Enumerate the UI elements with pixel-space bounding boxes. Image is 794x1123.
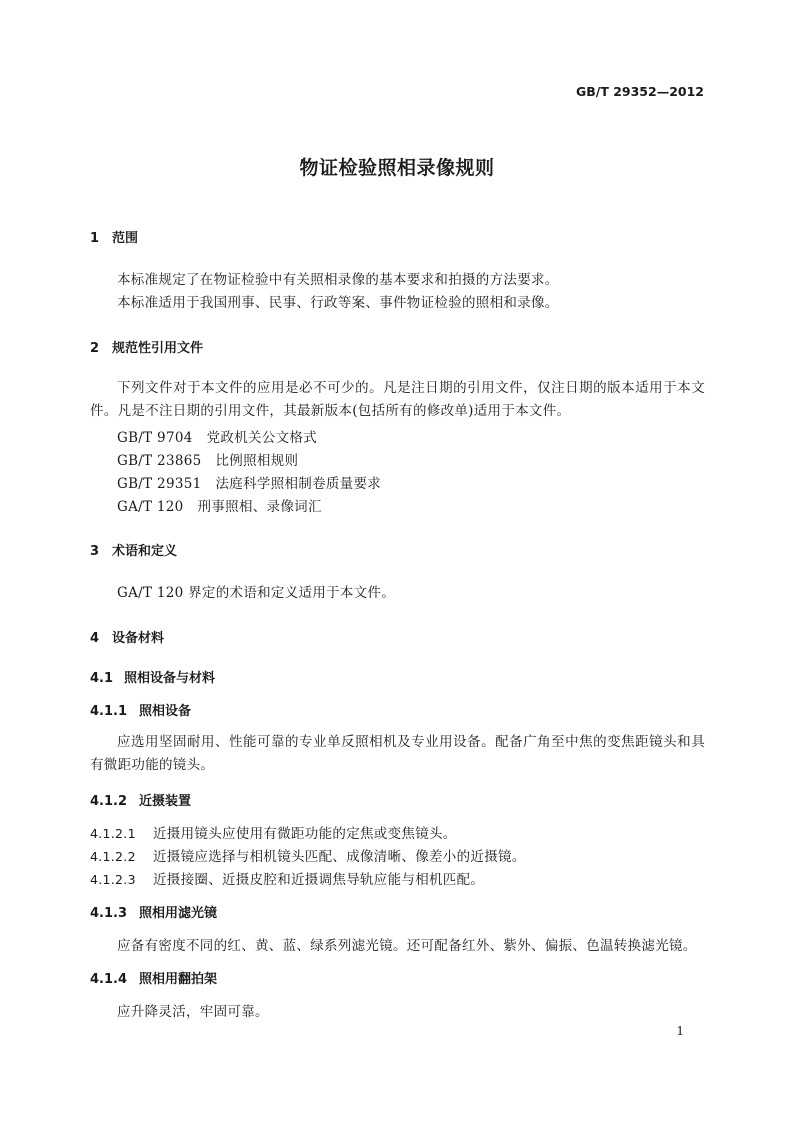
- paragraph: 本标准规定了在物证检验中有关照相录像的基本要求和拍摄的方法要求。: [117, 272, 559, 288]
- reference-code: GB/T 29351: [117, 476, 202, 492]
- subsection-4-1-4-heading: [90, 968, 217, 987]
- clause-item: [90, 822, 457, 842]
- reference-title: 党政机关公文格式: [206, 430, 318, 446]
- clause-item: [90, 845, 526, 865]
- page-title: 物证检验照相录像规则: [299, 157, 495, 179]
- reference-title: 比例照相规则: [215, 453, 299, 469]
- paragraph: GA/T 120 界定的术语和定义适用于本文件。: [117, 585, 396, 601]
- section-number: 4.1.4: [90, 972, 128, 987]
- section-number: 3: [90, 544, 100, 559]
- reference-code: GA/T 120: [117, 499, 184, 515]
- subsection-4-1-1-heading: [90, 700, 191, 719]
- clause-item: [90, 868, 484, 888]
- section-title: 照相设备与材料: [124, 671, 216, 686]
- section-title: 规范性引用文件: [112, 341, 204, 356]
- subsection-4-1-3-heading: [90, 902, 217, 921]
- reference-item: [117, 495, 322, 515]
- section-number: 4.1.3: [90, 906, 128, 921]
- section-number: 2: [90, 341, 100, 356]
- clause-text: 近摄镜应选择与相机镜头匹配、成像清晰、像差小的近摄镜。: [153, 849, 526, 865]
- document-number: GB/T 29352—2012: [575, 84, 704, 99]
- section-4-heading: [90, 627, 164, 646]
- section-number: 4.1: [90, 671, 114, 686]
- section-number: 4.1.1: [90, 704, 128, 719]
- section-title: 范围: [112, 231, 139, 246]
- clause-number: 4.1.2.2: [90, 849, 136, 864]
- subsection-4-1-2-heading: [90, 790, 191, 809]
- section-title: 照相用翻拍架: [139, 972, 218, 987]
- paragraph: 下列文件对于本文件的应用是必不可少的。凡是注日期的引用文件，仅注日期的版本适用于本文件。凡是不注日期的引用文件，其最新版本(包括所有的修改单)适用于本文件。: [90, 380, 705, 419]
- section-number: 4.1.2: [90, 794, 128, 809]
- clause-number: 4.1.2.3: [90, 872, 136, 887]
- section-3-heading: [90, 540, 177, 559]
- clause-text: 近摄接圈、近摄皮腔和近摄调焦导轨应能与相机匹配。: [153, 872, 485, 888]
- clause-text: 近摄用镜头应使用有微距功能的定焦或变焦镜头。: [153, 826, 457, 842]
- paragraph: 应升降灵活，牢固可靠。: [117, 1004, 269, 1020]
- reference-title: 刑事照相、录像词汇: [197, 499, 322, 515]
- section-title: 术语和定义: [112, 544, 178, 559]
- section-title: 照相设备: [139, 704, 192, 719]
- section-number: 1: [90, 231, 100, 246]
- paragraph: 本标准适用于我国刑事、民事、行政等案、事件物证检验的照相和录像。: [117, 295, 559, 311]
- reference-code: GB/T 9704: [117, 430, 193, 446]
- reference-item: [117, 426, 317, 446]
- section-number: 4: [90, 631, 100, 646]
- reference-code: GB/T 23865: [117, 453, 202, 469]
- section-title: 设备材料: [112, 631, 165, 646]
- clause-number: 4.1.2.1: [90, 826, 136, 841]
- reference-item: [117, 472, 381, 492]
- paragraph: 应选用坚固耐用、性能可靠的专业单反照相机及专业用设备。配备广角至中焦的变焦距镜头和具有微距功能的镜头。: [90, 734, 705, 773]
- page-number: 1: [676, 1024, 684, 1038]
- section-title: 近摄装置: [139, 794, 192, 809]
- reference-title: 法庭科学照相制卷质量要求: [215, 476, 382, 492]
- paragraph: 应备有密度不同的红、黄、蓝、绿系列滤光镜。还可配备红外、紫外、偏振、色温转换滤光镜。: [117, 938, 697, 954]
- section-2-heading: [90, 337, 203, 356]
- reference-item: [117, 449, 298, 469]
- section-1-heading: [90, 227, 138, 246]
- section-title: 照相用滤光镜: [139, 906, 218, 921]
- subsection-4-1-heading: [90, 667, 215, 686]
